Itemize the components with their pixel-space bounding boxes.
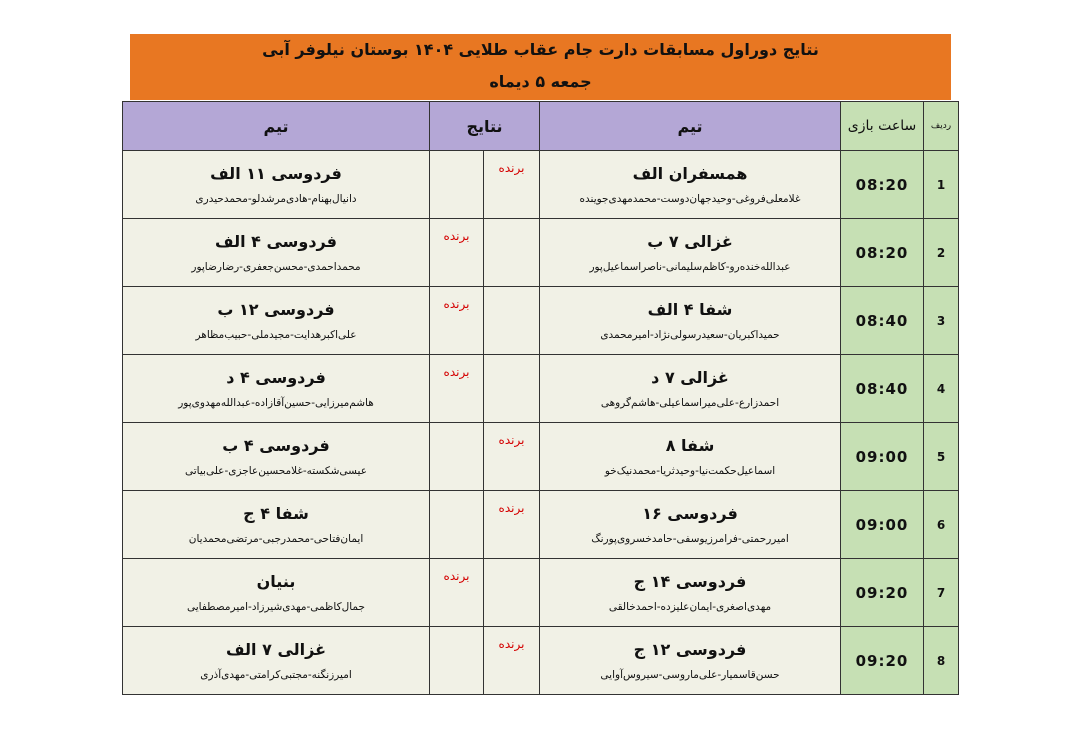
row-number: 5 (924, 423, 959, 491)
team-b-name: فردوسی ۴ الف (215, 231, 337, 251)
team-b-players: امیرزنگنه-مجتبی‌کرامتی-مهدی‌آذری (200, 668, 352, 681)
team-a-players: امیررحمتی-فرامرزیوسفی-حامدخسروی‌پورنگ (591, 532, 789, 545)
row-number: 7 (924, 559, 959, 627)
team-a-cell (540, 627, 841, 695)
team-a-cell (540, 219, 841, 287)
team-a-players: احمدزارع-علی‌میراسماعیلی-هاشم‌گروهی (600, 396, 780, 409)
table-row (123, 423, 959, 491)
row-number: 8 (924, 627, 959, 695)
team-b-players: محمداحمدی-محسن‌جعفری-رضارضاپور (191, 260, 361, 273)
team-b-players: عیسی‌شکسته-غلامحسین‌عاجزی-علی‌بیاتی (184, 464, 367, 477)
header-game-time: ساعت بازی (841, 102, 924, 151)
game-time: 09:20 (841, 559, 924, 627)
result-a-label: برنده (498, 433, 525, 447)
game-time: 08:20 (841, 219, 924, 287)
team-b-players: علی‌اکبرهدایت-مجیدملی-حبیب‌مظاهر (195, 328, 357, 341)
team-a-name: شفا ۴ الف (647, 299, 733, 319)
game-time: 09:00 (841, 491, 924, 559)
result-b-cell (430, 151, 484, 219)
team-b-name: غزالی ۷ الف (225, 639, 327, 659)
team-b-players: دانیال‌بهنام-هادی‌مرشدلو-محمدحیدری (195, 192, 357, 205)
team-b-name: فردوسی ۱۱ الف (210, 163, 342, 183)
table-header-row (123, 102, 959, 151)
game-time: 09:20 (841, 627, 924, 695)
row-number: 4 (924, 355, 959, 423)
table-row (123, 355, 959, 423)
team-a-name: فردوسی ۱۲ ج (633, 639, 747, 659)
team-b-cell (123, 219, 430, 287)
team-b-cell (123, 491, 430, 559)
team-a-players: اسماعیل‌حکمت‌نیا-وحیدثریا-محمدنیک‌خو (604, 464, 776, 477)
game-time: 08:40 (841, 287, 924, 355)
game-time: 08:20 (841, 151, 924, 219)
table-row (123, 151, 959, 219)
header-row-number: ردیف (924, 102, 959, 151)
team-a-players: حمیداکبریان-سعیدرسولی‌نژاد-امیرمحمدی (600, 328, 780, 341)
team-b-players: جمال‌کاظمی-مهدی‌شیرزاد-امیرمصطفایی (187, 600, 365, 613)
team-a-cell (540, 355, 841, 423)
team-b-name: فردوسی ۴ ب (222, 435, 330, 455)
table-row (123, 627, 959, 695)
team-a-players: حسن‌قاسمیار-علی‌ماروسی-سیروس‌آوایی (600, 668, 780, 681)
result-b-label: برنده (443, 365, 470, 379)
title-banner (130, 34, 951, 100)
result-b-label: برنده (443, 229, 470, 243)
team-b-cell (123, 287, 430, 355)
header-team-a: تیم (540, 102, 841, 151)
team-b-players: ایمان‌فتاحی-محمدرجبی-مرتضی‌محمدیان (188, 532, 364, 545)
result-a-label: برنده (498, 501, 525, 515)
team-b-name: فردوسی ۱۲ ب (217, 299, 335, 319)
team-a-cell (540, 151, 841, 219)
team-b-cell (123, 151, 430, 219)
result-b-label: برنده (443, 297, 470, 311)
page-subtitle: جمعه ۵ دیماه (489, 72, 592, 91)
team-a-name: غزالی ۷ د (651, 367, 729, 387)
result-a-label: برنده (498, 637, 525, 651)
row-number: 3 (924, 287, 959, 355)
team-a-cell (540, 287, 841, 355)
table-row (123, 287, 959, 355)
team-b-name: فردوسی ۴ د (226, 367, 326, 387)
team-a-players: عبدالله‌خنده‌رو-کاظم‌سلیمانی-ناصراسماعیل‌پور (589, 260, 791, 273)
row-number: 6 (924, 491, 959, 559)
game-time: 08:40 (841, 355, 924, 423)
game-time: 09:00 (841, 423, 924, 491)
row-number: 2 (924, 219, 959, 287)
result-b-cell (430, 355, 484, 423)
team-b-name: شفا ۴ ج (243, 503, 309, 523)
result-a-cell (484, 151, 540, 219)
result-a-cell (484, 559, 540, 627)
team-a-players: مهدی‌اصغری-ایمان‌علیزده-احمدخالقی (608, 600, 772, 613)
team-a-cell (540, 559, 841, 627)
row-number: 1 (924, 151, 959, 219)
team-a-players: غلامعلی‌فروغی-وحیدجهان‌دوست-محمدمهدی‌جوینده (579, 192, 801, 205)
result-b-label: برنده (443, 569, 470, 583)
result-a-cell (484, 423, 540, 491)
team-a-name: شفا ۸ (665, 435, 715, 455)
team-a-name: فردوسی ۱۶ (642, 503, 738, 523)
result-a-cell (484, 355, 540, 423)
header-team-b: تیم (123, 102, 430, 151)
table-row (123, 491, 959, 559)
team-a-name: غزالی ۷ ب (647, 231, 733, 251)
team-a-name: فردوسی ۱۴ ج (633, 571, 747, 591)
result-a-cell (484, 491, 540, 559)
team-a-cell (540, 423, 841, 491)
team-b-players: هاشم‌میرزایی-حسین‌آقازاده-عبدالله‌مهدوی‌پور (178, 396, 374, 409)
team-b-cell (123, 355, 430, 423)
result-a-cell (484, 627, 540, 695)
result-a-cell (484, 287, 540, 355)
result-b-cell (430, 559, 484, 627)
team-a-cell (540, 491, 841, 559)
result-a-label: برنده (498, 161, 525, 175)
page-title: نتایج دوراول مسابقات دارت جام عقاب طلایی ۱۴۰۴ بوستان نیلوفر آبی (262, 40, 819, 59)
table-row (123, 559, 959, 627)
result-a-cell (484, 219, 540, 287)
team-b-name: بنیان (256, 571, 296, 591)
result-b-cell (430, 287, 484, 355)
team-b-cell (123, 423, 430, 491)
result-b-cell (430, 423, 484, 491)
team-b-cell (123, 559, 430, 627)
table-row (123, 219, 959, 287)
team-a-name: همسفران الف (632, 163, 748, 183)
header-results: نتایج (430, 102, 540, 151)
result-b-cell (430, 219, 484, 287)
team-b-cell (123, 627, 430, 695)
results-table (122, 101, 959, 695)
result-b-cell (430, 627, 484, 695)
result-b-cell (430, 491, 484, 559)
